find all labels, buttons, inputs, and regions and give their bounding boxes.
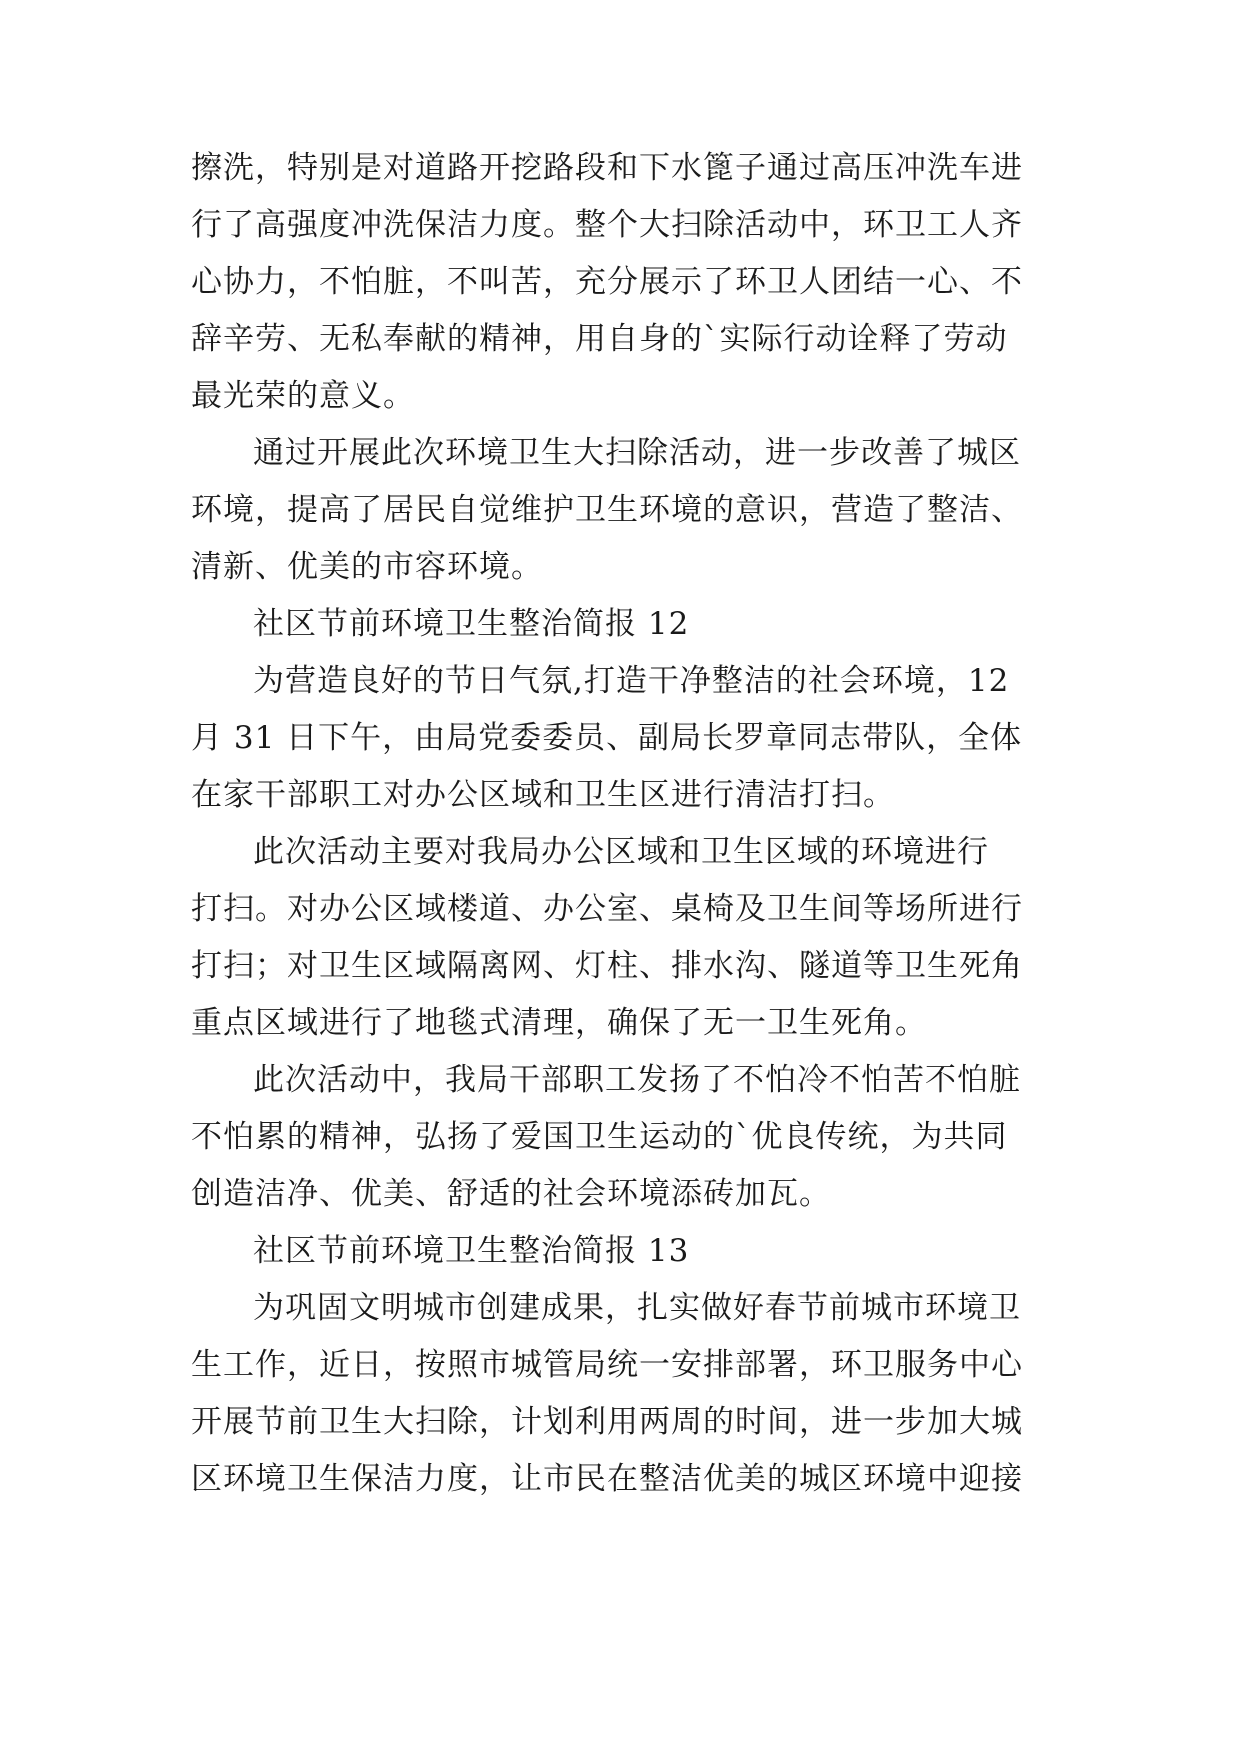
body-text-line: 在家干部职工对办公区域和卫生区进行清洁打扫。 [191,777,895,813]
section-heading: 社区节前环境卫生整治简报 12 [253,606,690,642]
body-text-line: 不怕累的精神，弘扬了爱国卫生运动的`优良传统，为共同 [191,1119,1008,1155]
paragraph-first-line: 此次活动中，我局干部职工发扬了不怕冷不怕苦不怕脏 [253,1062,1021,1098]
body-text-line: 打扫。对办公区域楼道、办公室、桌椅及卫生间等场所进行 [191,891,1023,927]
body-text-line: 月 31 日下午，由局党委委员、副局长罗章同志带队，全体 [191,720,1023,756]
body-text-line: 心协力，不怕脏，不叫苦，充分展示了环卫人团结一心、不 [191,264,1023,300]
paragraph-first-line: 通过开展此次环境卫生大扫除活动，进一步改善了城区 [253,435,1021,471]
paragraph-first-line: 为营造良好的节日气氛,打造干净整洁的社会环境，12 [253,663,1010,699]
body-text-line: 行了高强度冲洗保洁力度。整个大扫除活动中，环卫工人齐 [191,207,1023,243]
body-text-line: 创造洁净、优美、舒适的社会环境添砖加瓦。 [191,1176,831,1212]
body-text-line: 区环境卫生保洁力度，让市民在整洁优美的城区环境中迎接 [191,1461,1023,1497]
body-text-line: 辞辛劳、无私奉献的精神，用自身的`实际行动诠释了劳动 [191,321,1008,357]
body-text-line: 打扫；对卫生区域隔离网、灯柱、排水沟、隧道等卫生死角 [191,948,1023,984]
section-heading: 社区节前环境卫生整治简报 13 [253,1233,690,1269]
body-text-line: 开展节前卫生大扫除，计划利用两周的时间，进一步加大城 [191,1404,1023,1440]
body-text-line: 生工作，近日，按照市城管局统一安排部署，环卫服务中心 [191,1347,1023,1383]
paragraph-first-line: 为巩固文明城市创建成果，扎实做好春节前城市环境卫 [253,1290,1021,1326]
body-text-line: 最光荣的意义。 [191,378,415,414]
body-text-line: 环境，提高了居民自觉维护卫生环境的意识，营造了整洁、 [191,492,1023,528]
body-text-line: 清新、优美的市容环境。 [191,549,543,585]
body-text-line: 重点区域进行了地毯式清理，确保了无一卫生死角。 [191,1005,927,1041]
paragraph-first-line: 此次活动主要对我局办公区域和卫生区域的环境进行 [253,834,989,870]
body-text-line: 擦洗，特别是对道路开挖路段和下水篦子通过高压冲洗车进 [191,150,1023,186]
